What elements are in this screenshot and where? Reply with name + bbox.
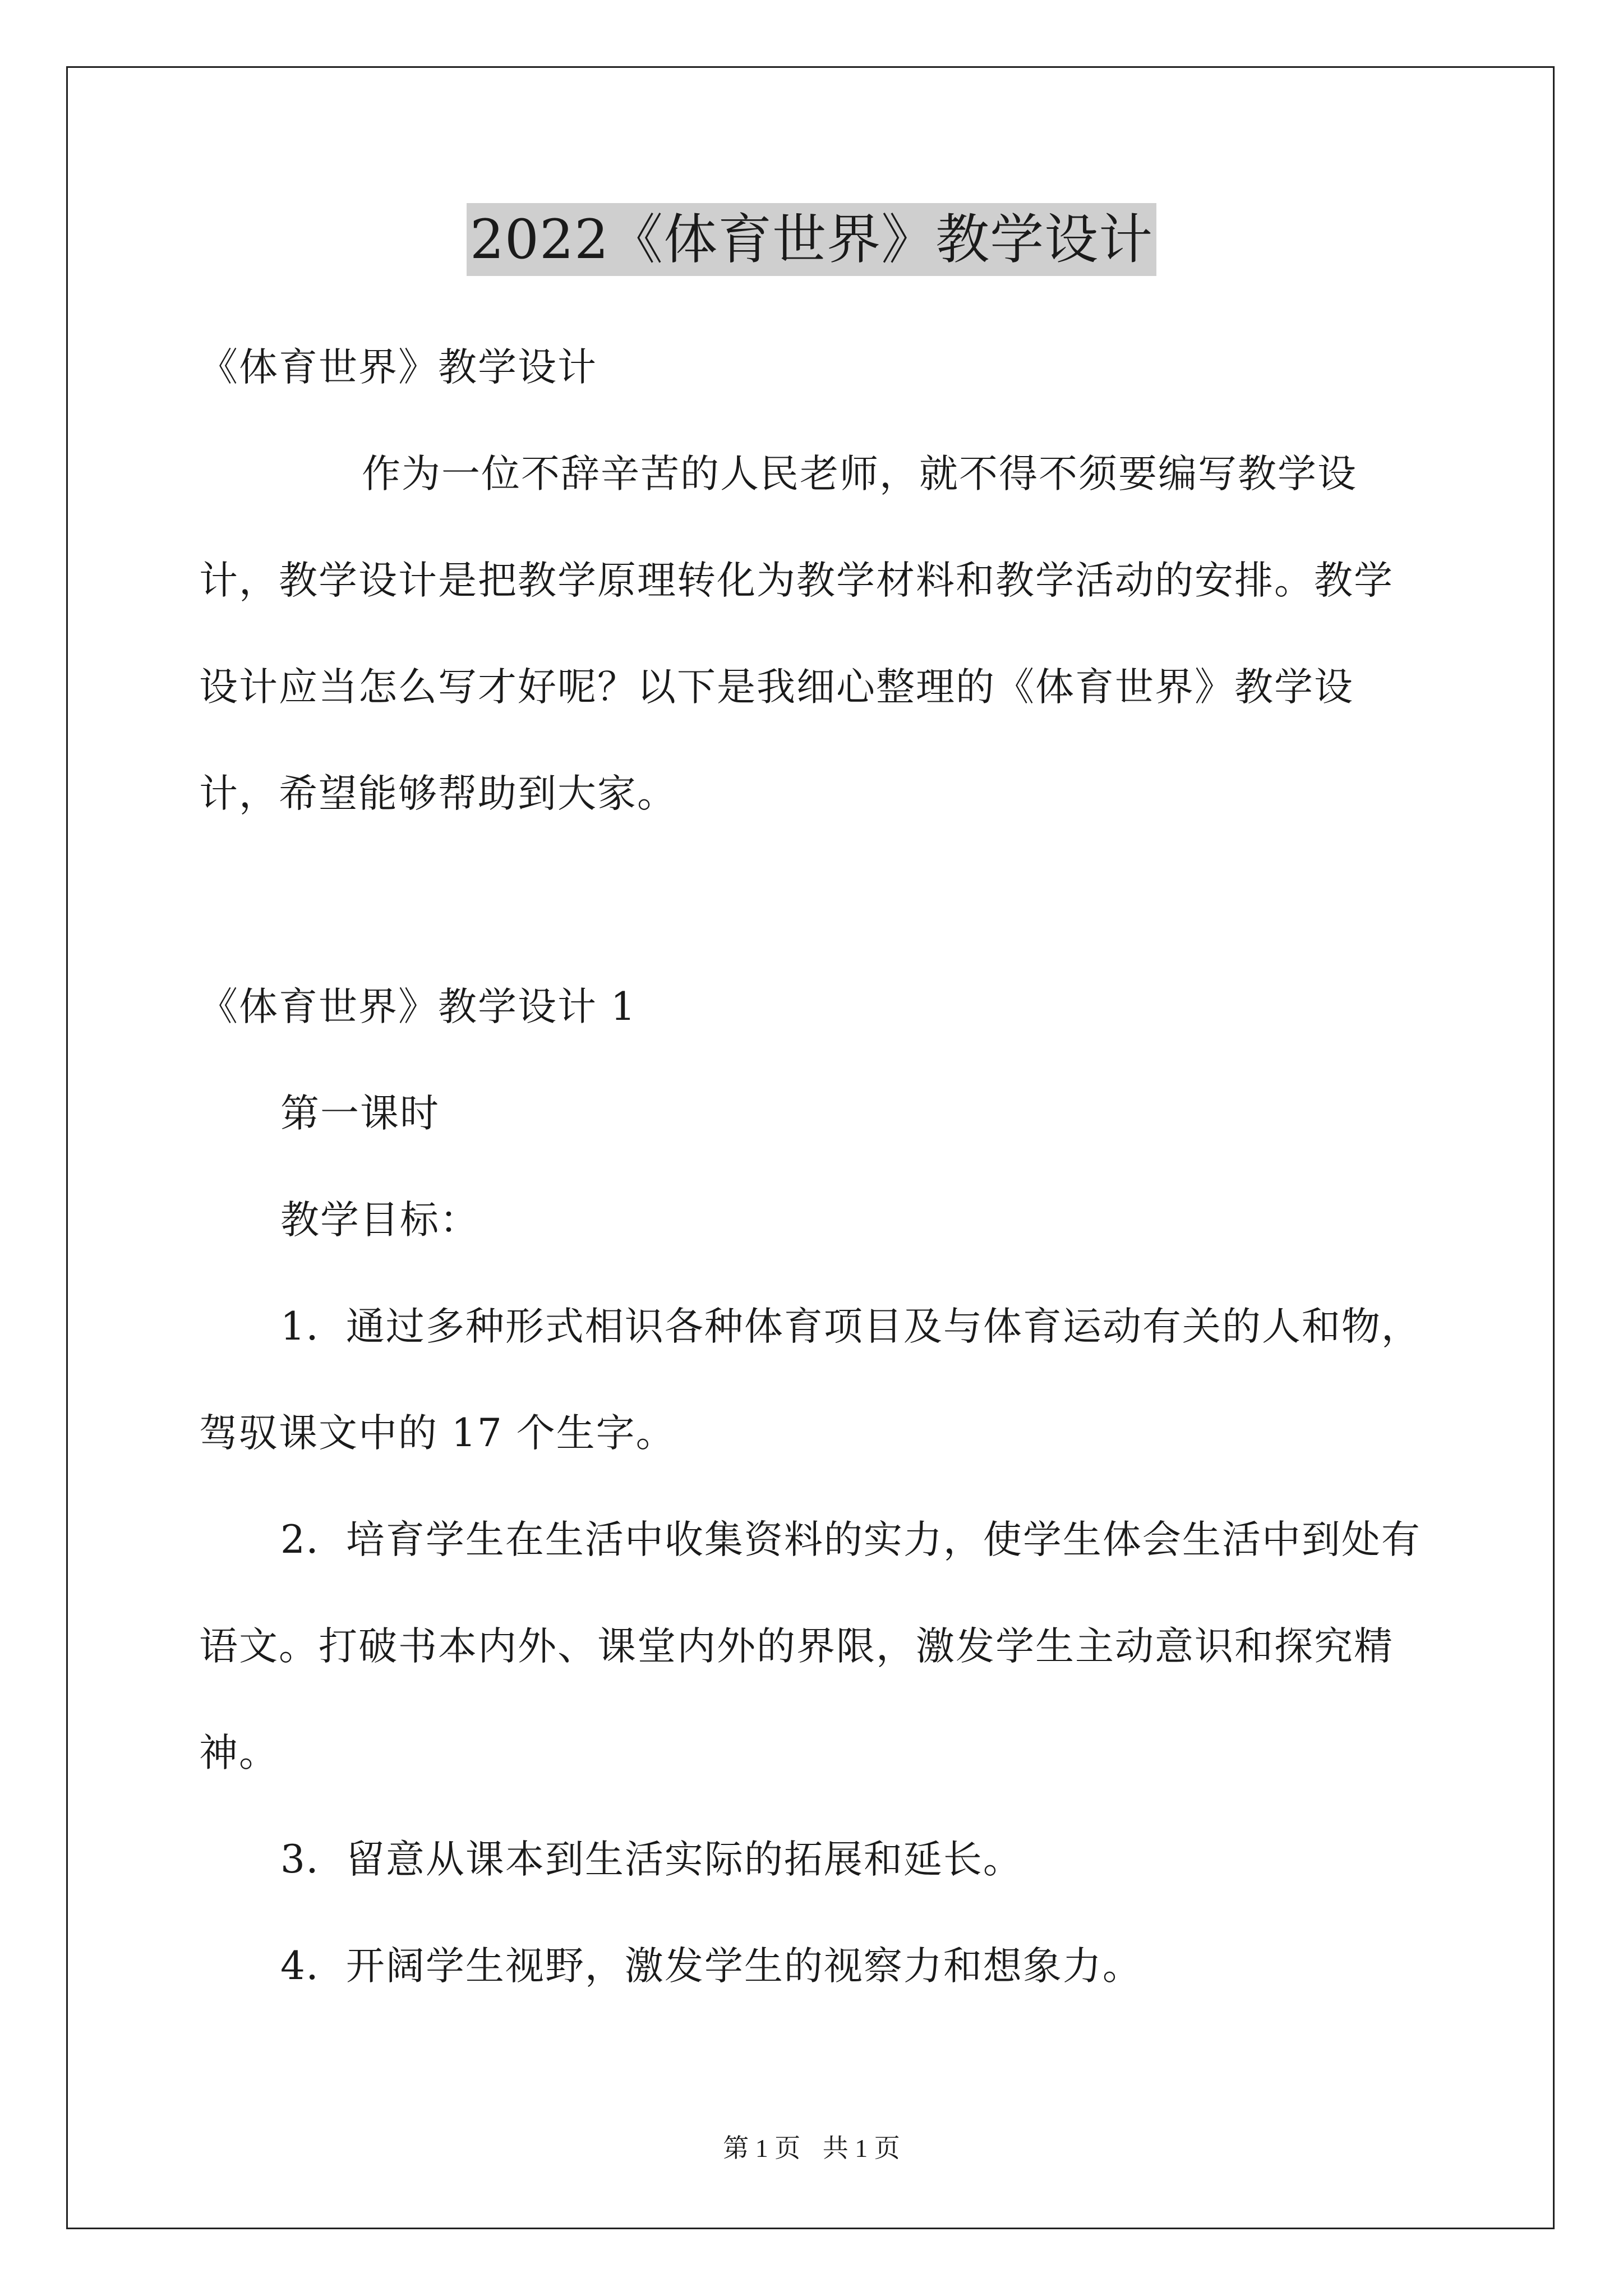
objectives-label: 教学目标：	[280, 1198, 479, 1243]
lesson-label: 第一课时	[280, 1091, 440, 1136]
page-footer	[0, 2132, 1623, 2165]
paragraph-gap	[199, 847, 1433, 954]
objective-item: 2．培育学生在生活中收集资料的实力，使学生体会生活中到处有语文。打破书本内外、课堂内外的界限，激发学生主动意识和探究精神。	[199, 1517, 1421, 1775]
title-container	[0, 203, 1623, 276]
page-total: 共 1 页	[822, 2134, 900, 2162]
section-heading: 《体育世界》教学设计 1	[199, 984, 637, 1029]
objective-item: 3．留意从课本到生活实际的拓展和延长。	[280, 1837, 1023, 1882]
subtitle: 《体育世界》教学设计	[199, 345, 597, 390]
intro-paragraph: 作为一位不辞辛苦的人民老师，就不得不须要编写教学设计，教学设计是把教学原理转化为教学材料和教学活动的安排。教学设计应当怎么写才好呢？以下是我细心整理的《体育世界》教学设计，希望能够帮助到大家。	[199, 452, 1394, 816]
objective-item: 4．开阔学生视野，激发学生的视察力和想象力。	[280, 1944, 1142, 1989]
document-body	[199, 314, 1433, 2019]
page-number: 第 1 页	[723, 2134, 801, 2162]
document-title: 2022《体育世界》教学设计	[467, 203, 1156, 276]
objective-item: 1．通过多种形式相识各种体育项目及与体育运动有关的人和物，驾驭课文中的 17 个生字。	[199, 1304, 1421, 1456]
